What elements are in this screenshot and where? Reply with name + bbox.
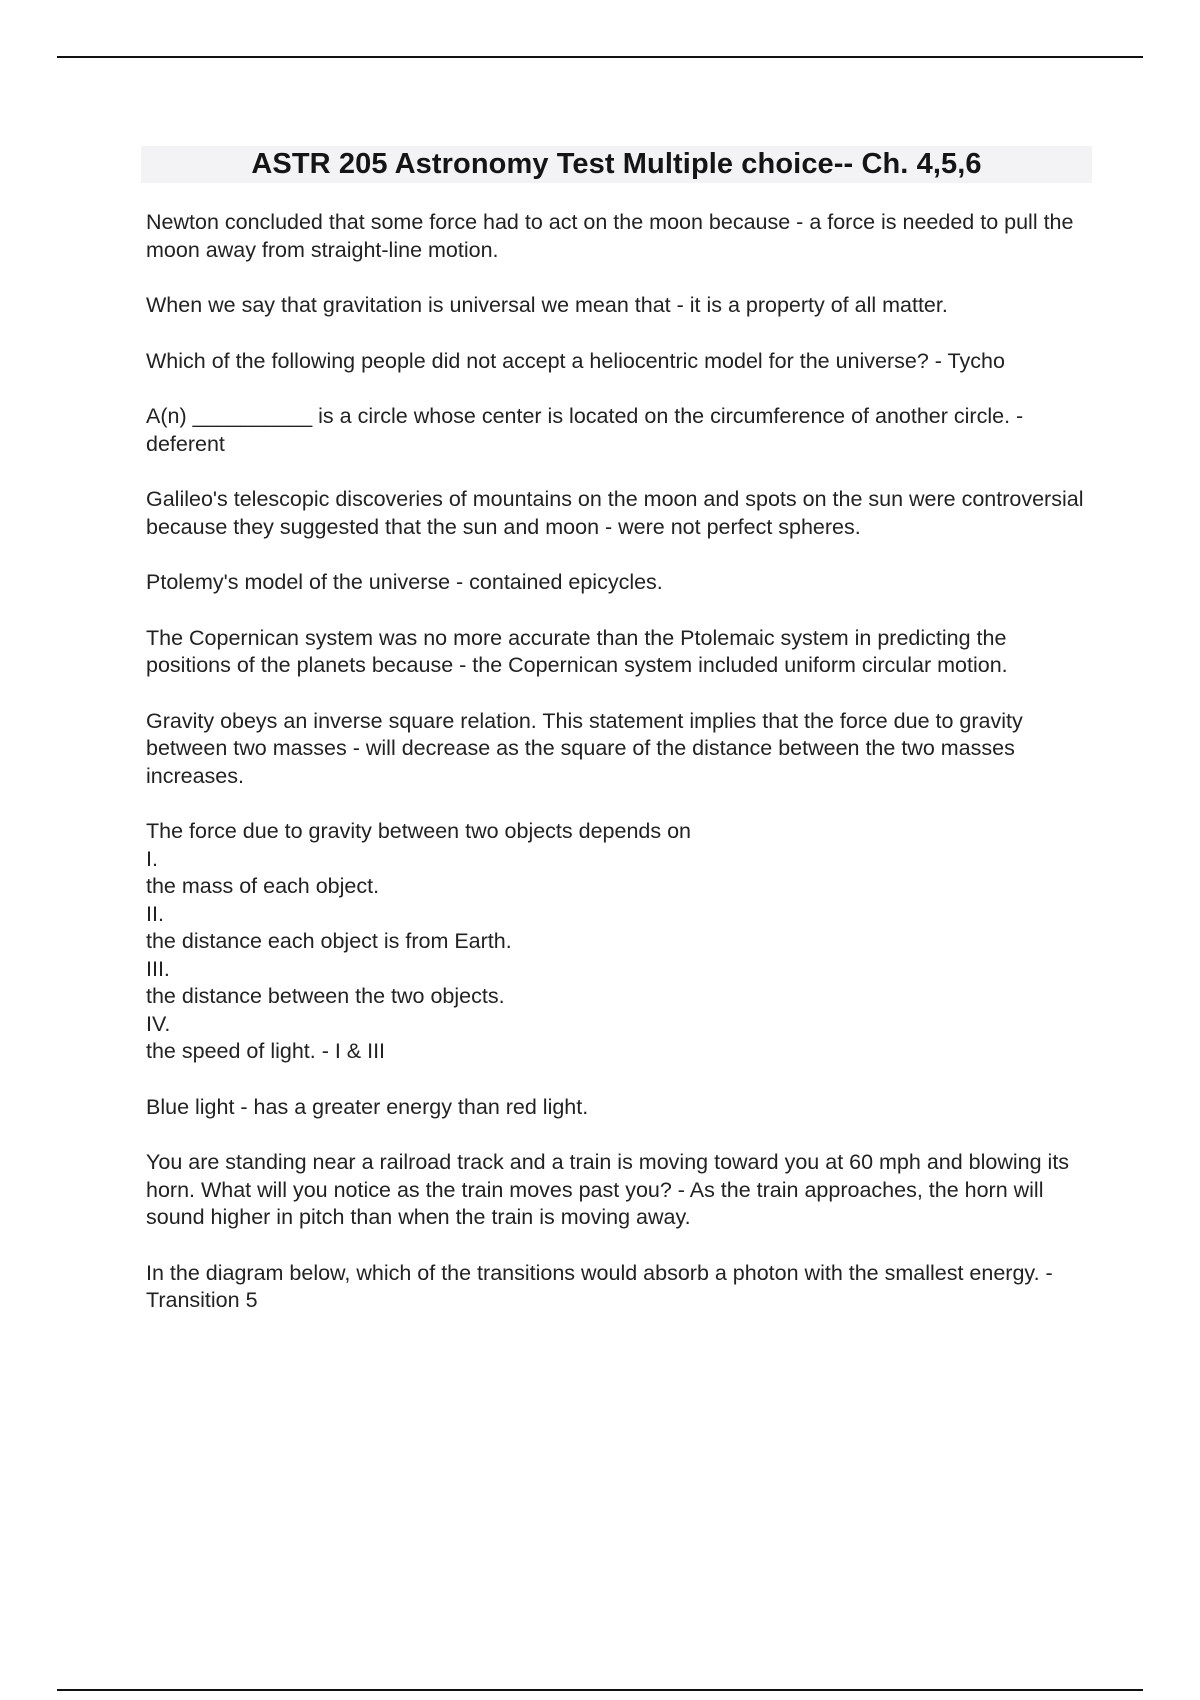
question-answer: Galileo's telescopic discoveries of mountains on the moon and spots on the sun were controversial because they suggested that the sun and moon - were not perfect spheres. bbox=[146, 487, 1084, 539]
question-answer: Ptolemy's model of the universe - contained epicycles. bbox=[146, 570, 663, 594]
gravity-question-line: IV. bbox=[146, 1011, 171, 1036]
question-answer: Blue light - has a greater energy than red light. bbox=[146, 1094, 589, 1119]
question-answer: When we say that gravitation is universal we mean that - it is a property of all matter. bbox=[146, 293, 948, 317]
document-title: ASTR 205 Astronomy Test Multiple choice-- Ch. 4,5,6 bbox=[251, 148, 982, 180]
question-answer: You are standing near a railroad track and a train is moving toward you at 60 mph and blowing its horn. What will you notice as the train moves past you? - As the train approaches, the horn will sound higher in pitch than when the train is moving away. bbox=[146, 1150, 1070, 1229]
gravity-question-line: the mass of each object. bbox=[146, 874, 380, 898]
gravity-question-line: II. bbox=[146, 901, 164, 926]
question-answer: The Copernican system was no more accurate than the Ptolemaic system in predicting the positions of the planets because - the Copernican system included uniform circular motion. bbox=[146, 625, 1008, 677]
gravity-question bbox=[146, 818, 1086, 1066]
document-body bbox=[146, 209, 1086, 1343]
question-answer: Newton concluded that some force had to act on the moon because - a force is needed to pull the moon away from straight-line motion. bbox=[146, 210, 1074, 262]
gravity-question-line: the distance each object is from Earth. bbox=[146, 929, 512, 953]
question-answer: Gravity obeys an inverse square relation. This statement implies that the force due to gravity between two masses - will decrease as the square of the distance between the two masses increases. bbox=[146, 708, 1023, 788]
top-rule bbox=[57, 56, 1143, 58]
title-band bbox=[141, 146, 1092, 183]
gravity-question-stem: The force due to gravity between two objects depends on bbox=[146, 819, 692, 843]
gravity-question-line: III. bbox=[146, 956, 170, 981]
question-answer: Which of the following people did not accept a heliocentric model for the universe? - Tycho bbox=[146, 348, 1005, 373]
question-answer: In the diagram below, which of the transitions would absorb a photon with the smallest energy. - Transition 5 bbox=[146, 1260, 1053, 1312]
bottom-rule bbox=[57, 1689, 1143, 1691]
gravity-question-line: the distance between the two objects. bbox=[146, 984, 505, 1008]
gravity-question-line: I. bbox=[146, 846, 158, 871]
question-answer: A(n) __________ is a circle whose center is located on the circumference of another circle. - deferent bbox=[146, 404, 1024, 456]
gravity-question-line: the speed of light. - I & III bbox=[146, 1039, 386, 1063]
